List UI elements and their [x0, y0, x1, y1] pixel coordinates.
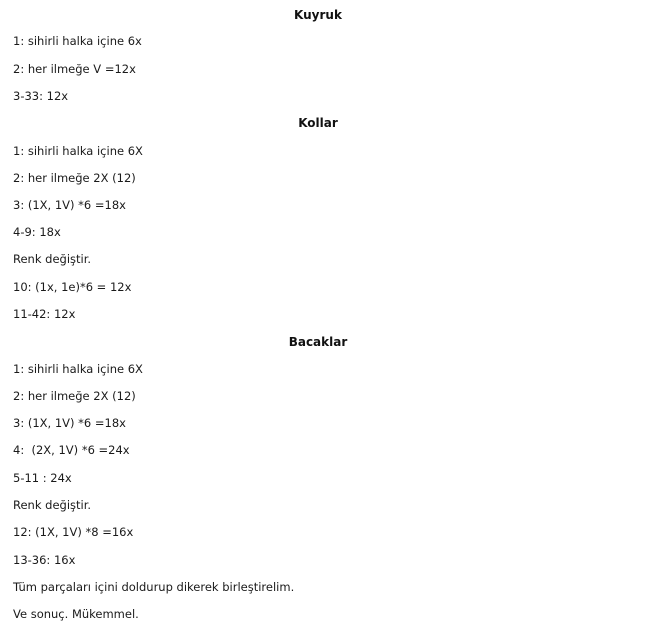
instruction-line: Renk değiştir.	[13, 252, 92, 266]
instruction-line: 2: her ilmeğe V =12x	[13, 62, 136, 76]
instruction-line: 4: (2X, 1V) *6 =24x	[13, 443, 130, 457]
section-title-bacaklar: Bacaklar	[288, 335, 348, 349]
instruction-line: 3-33: 12x	[13, 89, 69, 103]
instruction-line: Tüm parçaları içini doldurup dikerek birleştirelim.	[13, 580, 295, 594]
instruction-line: 1: sihirli halka içine 6X	[13, 362, 143, 376]
instruction-line: 3: (1X, 1V) *6 =18x	[13, 416, 126, 430]
instruction-line: 13-36: 16x	[13, 553, 76, 567]
instruction-line: 11-42: 12x	[13, 307, 76, 321]
section-title-kuyruk: Kuyruk	[294, 8, 342, 22]
instruction-line: 4-9: 18x	[13, 225, 61, 239]
section-title-kollar: Kollar	[298, 116, 338, 130]
instruction-line: 3: (1X, 1V) *6 =18x	[13, 198, 126, 212]
instruction-line: 5-11 : 24x	[13, 471, 72, 485]
instruction-line: 1: sihirli halka içine 6X	[13, 144, 143, 158]
instruction-line: 1: sihirli halka içine 6x	[13, 34, 142, 48]
instruction-line: 2: her ilmeğe 2X (12)	[13, 389, 136, 403]
instruction-line: 2: her ilmeğe 2X (12)	[13, 171, 136, 185]
instruction-line: 12: (1X, 1V) *8 =16x	[13, 525, 134, 539]
instruction-line: 10: (1x, 1e)*6 = 12x	[13, 280, 132, 294]
instruction-line: Ve sonuç. Mükemmel.	[13, 607, 139, 621]
instruction-line: Renk değiştir.	[13, 498, 92, 512]
